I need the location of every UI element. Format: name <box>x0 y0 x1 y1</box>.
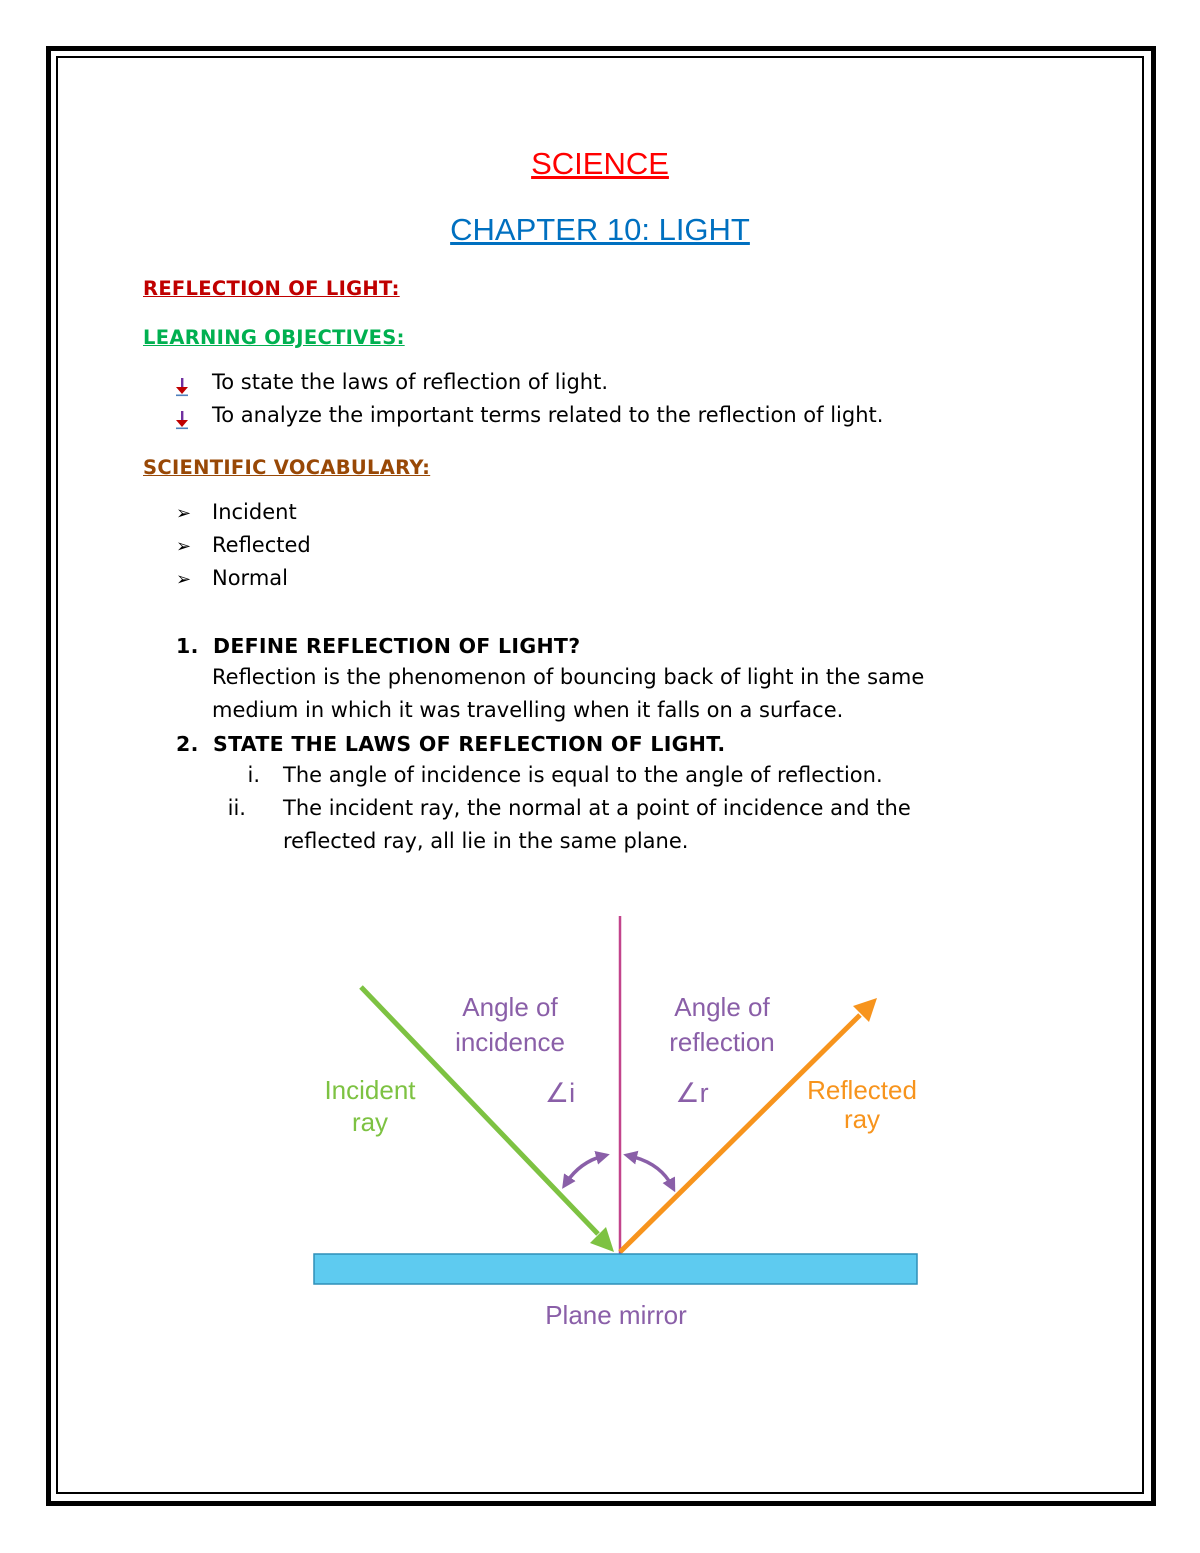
angle-of-reflection-arc <box>630 1156 672 1186</box>
angle-r-label: ∠r <box>675 1078 709 1108</box>
document-title: SCIENCE <box>531 146 669 181</box>
reflected-ray-label: ray <box>843 1104 881 1134</box>
angle-of-incidence-label: incidence <box>455 1027 565 1057</box>
law-numeral: i. <box>247 763 260 787</box>
law-numeral: ii. <box>227 796 246 820</box>
question-text: DEFINE REFLECTION OF LIGHT? <box>213 634 581 658</box>
objectives-heading: LEARNING OBJECTIVES: <box>143 326 405 349</box>
reflected-ray-label: Reflected <box>807 1075 917 1105</box>
angle-of-reflection-label: reflection <box>669 1027 775 1057</box>
vocabulary-item: Reflected <box>212 533 311 557</box>
law-line: The angle of incidence is equal to the angle of reflection. <box>283 763 883 787</box>
vocabulary-heading: SCIENTIFIC VOCABULARY: <box>143 456 431 479</box>
vocabulary-item: Incident <box>212 500 297 524</box>
plane-mirror-label: Plane mirror <box>545 1300 687 1330</box>
incident-ray-label: ray <box>351 1107 389 1137</box>
vocabulary-item: Normal <box>212 566 288 590</box>
question-number: 1. <box>176 634 199 658</box>
chevron-bullet-icon: ➢ <box>176 503 192 524</box>
objective-item: To analyze the important terms related to the reflection of light. <box>212 403 884 427</box>
chevron-bullet-icon: ➢ <box>176 536 192 557</box>
answer-line: medium in which it was travelling when it falls on a surface. <box>212 698 844 722</box>
objective-item: To state the laws of reflection of light. <box>212 370 609 394</box>
answer-line: Reflection is the phenomenon of bouncing back of light in the same <box>212 665 925 689</box>
angle-of-incidence-label: Angle of <box>462 992 558 1022</box>
incident-ray-label: Incident <box>324 1075 416 1105</box>
angle-i-label: ∠i <box>544 1078 576 1108</box>
incident-ray-line <box>361 987 598 1234</box>
chapter-title: CHAPTER 10: LIGHT <box>450 212 750 247</box>
plane-mirror <box>314 1254 917 1284</box>
question-number: 2. <box>176 732 199 756</box>
angle-of-incidence-arc <box>566 1156 603 1183</box>
chevron-bullet-icon: ➢ <box>176 569 192 590</box>
question-text: STATE THE LAWS OF REFLECTION OF LIGHT. <box>213 732 726 756</box>
law-line: reflected ray, all lie in the same plane. <box>283 829 689 853</box>
angle-of-reflection-label: Angle of <box>674 992 770 1022</box>
law-line: The incident ray, the normal at a point of incidence and the <box>283 796 911 820</box>
section-heading: REFLECTION OF LIGHT: <box>143 277 400 300</box>
